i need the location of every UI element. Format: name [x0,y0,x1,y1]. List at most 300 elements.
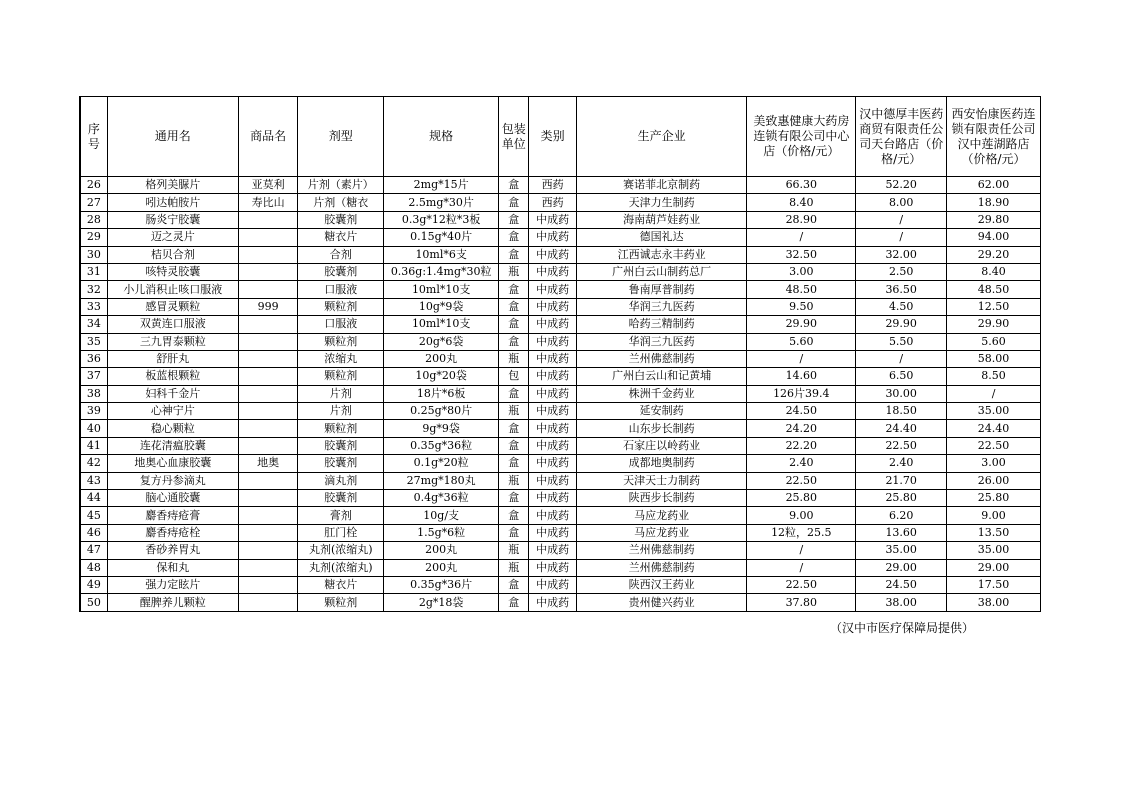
cell-price-store-1: 37.80 [747,594,856,611]
table-row [80,194,1041,211]
cell-package-unit: 盒 [499,298,529,315]
cell-manufacturer: 天津天士力制药 [576,472,747,489]
cell-price-store-2: 29.00 [856,559,947,576]
cell-manufacturer: 哈药三精制药 [576,316,747,333]
cell-price-store-1: 29.90 [747,316,856,333]
col-header-index: 序号 [80,97,107,177]
cell-manufacturer: 赛诺菲北京制药 [576,177,747,194]
table-row [80,246,1041,263]
cell-package-unit: 盒 [499,490,529,507]
cell-index: 41 [80,437,107,454]
col-header-package-unit: 包装单位 [499,97,529,177]
col-header-category: 类别 [529,97,576,177]
cell-price-store-1: 9.50 [747,298,856,315]
table-row [80,298,1041,315]
cell-manufacturer: 兰州佛慈制药 [576,542,747,559]
cell-price-store-3: 18.90 [947,194,1041,211]
cell-generic-name: 板蓝根颗粒 [107,368,238,385]
cell-price-store-2: 25.80 [856,490,947,507]
table-row [80,455,1041,472]
price-table [79,96,1041,612]
col-header-dosage-form: 剂型 [298,97,384,177]
cell-dosage-form: 片剂（糖衣 [298,194,384,211]
cell-price-store-3: 48.50 [947,281,1041,298]
cell-generic-name: 双黄连口服液 [107,316,238,333]
cell-brand-name [238,263,298,280]
cell-price-store-3: 9.00 [947,507,1041,524]
table-row [80,350,1041,367]
cell-dosage-form: 合剂 [298,246,384,263]
cell-category: 中成药 [529,594,576,611]
cell-price-store-2: 32.00 [856,246,947,263]
table-row [80,385,1041,402]
cell-price-store-3: / [947,385,1041,402]
cell-price-store-1: 14.60 [747,368,856,385]
table-row [80,229,1041,246]
cell-index: 43 [80,472,107,489]
cell-specification: 10ml*6支 [384,246,499,263]
cell-category: 中成药 [529,524,576,541]
cell-price-store-1: / [747,559,856,576]
cell-price-store-3: 29.20 [947,246,1041,263]
cell-generic-name: 醒脾养儿颗粒 [107,594,238,611]
cell-brand-name [238,490,298,507]
cell-package-unit: 盒 [499,316,529,333]
cell-generic-name: 脑心通胶囊 [107,490,238,507]
cell-package-unit: 盒 [499,246,529,263]
cell-generic-name: 格列美脲片 [107,177,238,194]
cell-price-store-3: 8.50 [947,368,1041,385]
cell-category: 中成药 [529,559,576,576]
col-header-price-store-3: 西安怡康医药连锁有限责任公司汉中莲湖路店（价格/元） [947,97,1041,177]
cell-price-store-2: 24.40 [856,420,947,437]
cell-price-store-2: 18.50 [856,403,947,420]
cell-price-store-3: 25.80 [947,490,1041,507]
cell-price-store-3: 3.00 [947,455,1041,472]
cell-manufacturer: 马应龙药业 [576,507,747,524]
cell-index: 28 [80,211,107,228]
cell-brand-name [238,316,298,333]
cell-price-store-3: 35.00 [947,403,1041,420]
cell-generic-name: 香砂养胃丸 [107,542,238,559]
cell-specification: 18片*6板 [384,385,499,402]
cell-price-store-2: 8.00 [856,194,947,211]
cell-price-store-2: 38.00 [856,594,947,611]
cell-price-store-3: 22.50 [947,437,1041,454]
cell-category: 中成药 [529,576,576,593]
cell-manufacturer: 广州白云山和记黄埔 [576,368,747,385]
table-row [80,576,1041,593]
cell-package-unit: 包 [499,368,529,385]
col-header-manufacturer: 生产企业 [576,97,747,177]
cell-manufacturer: 延安制药 [576,403,747,420]
cell-brand-name [238,594,298,611]
cell-dosage-form: 滴丸剂 [298,472,384,489]
cell-category: 中成药 [529,385,576,402]
cell-specification: 0.15g*40片 [384,229,499,246]
cell-generic-name: 复方丹参滴丸 [107,472,238,489]
cell-price-store-3: 8.40 [947,263,1041,280]
cell-package-unit: 盒 [499,177,529,194]
cell-brand-name [238,350,298,367]
cell-category: 中成药 [529,316,576,333]
cell-price-store-3: 38.00 [947,594,1041,611]
cell-category: 中成药 [529,455,576,472]
cell-price-store-1: 3.00 [747,263,856,280]
cell-category: 中成药 [529,490,576,507]
cell-dosage-form: 口服液 [298,316,384,333]
cell-price-store-1: / [747,542,856,559]
cell-price-store-1: 66.30 [747,177,856,194]
cell-specification: 0.36g:1.4mg*30粒 [384,263,499,280]
cell-brand-name [238,437,298,454]
cell-manufacturer: 兰州佛慈制药 [576,559,747,576]
cell-specification: 200丸 [384,542,499,559]
cell-index: 39 [80,403,107,420]
col-header-price-store-2: 汉中德厚丰医药商贸有限责任公司天台路店（价格/元） [856,97,947,177]
cell-index: 35 [80,333,107,350]
table-row [80,437,1041,454]
cell-brand-name [238,368,298,385]
table-header-row [80,97,1041,177]
cell-specification: 0.35g*36粒 [384,437,499,454]
cell-price-store-1: 24.20 [747,420,856,437]
cell-dosage-form: 胶囊剂 [298,437,384,454]
cell-price-store-3: 35.00 [947,542,1041,559]
cell-price-store-3: 24.40 [947,420,1041,437]
cell-brand-name [238,524,298,541]
cell-specification: 10g*20袋 [384,368,499,385]
cell-price-store-3: 26.00 [947,472,1041,489]
cell-brand-name [238,403,298,420]
cell-package-unit: 盒 [499,524,529,541]
cell-dosage-form: 颗粒剂 [298,594,384,611]
cell-price-store-2: 30.00 [856,385,947,402]
cell-brand-name: 地奥 [238,455,298,472]
table-row [80,594,1041,611]
cell-brand-name [238,507,298,524]
cell-dosage-form: 颗粒剂 [298,368,384,385]
cell-index: 33 [80,298,107,315]
cell-brand-name [238,281,298,298]
cell-specification: 0.1g*20粒 [384,455,499,472]
cell-specification: 27mg*180丸 [384,472,499,489]
cell-price-store-1: 5.60 [747,333,856,350]
cell-manufacturer: 兰州佛慈制药 [576,350,747,367]
cell-dosage-form: 颗粒剂 [298,333,384,350]
cell-price-store-2: 24.50 [856,576,947,593]
cell-price-store-2: 5.50 [856,333,947,350]
cell-index: 45 [80,507,107,524]
cell-brand-name [238,246,298,263]
cell-index: 34 [80,316,107,333]
table-row [80,507,1041,524]
table-row [80,542,1041,559]
cell-manufacturer: 天津力生制药 [576,194,747,211]
cell-index: 31 [80,263,107,280]
cell-package-unit: 盒 [499,194,529,211]
cell-price-store-3: 62.00 [947,177,1041,194]
cell-price-store-1: 25.80 [747,490,856,507]
cell-dosage-form: 糖衣片 [298,229,384,246]
cell-category: 中成药 [529,368,576,385]
cell-price-store-1: 126片39.4 [747,385,856,402]
cell-brand-name: 999 [238,298,298,315]
col-header-brand-name: 商品名 [238,97,298,177]
cell-index: 40 [80,420,107,437]
cell-price-store-2: 4.50 [856,298,947,315]
cell-price-store-1: 24.50 [747,403,856,420]
source-note: （汉中市医疗保障局提供） [830,621,975,635]
cell-package-unit: 瓶 [499,263,529,280]
cell-price-store-2: 13.60 [856,524,947,541]
table-row [80,403,1041,420]
cell-generic-name: 心神宁片 [107,403,238,420]
cell-generic-name: 麝香痔疮栓 [107,524,238,541]
cell-brand-name [238,559,298,576]
cell-brand-name [238,420,298,437]
cell-price-store-2: / [856,211,947,228]
cell-price-store-1: 22.50 [747,576,856,593]
cell-generic-name: 三九胃泰颗粒 [107,333,238,350]
cell-index: 38 [80,385,107,402]
cell-package-unit: 瓶 [499,472,529,489]
cell-category: 中成药 [529,246,576,263]
cell-package-unit: 盒 [499,437,529,454]
cell-dosage-form: 浓缩丸 [298,350,384,367]
cell-price-store-2: 6.50 [856,368,947,385]
cell-price-store-3: 94.00 [947,229,1041,246]
table-row [80,472,1041,489]
cell-price-store-3: 12.50 [947,298,1041,315]
cell-dosage-form: 胶囊剂 [298,263,384,280]
cell-brand-name [238,211,298,228]
cell-index: 36 [80,350,107,367]
cell-price-store-2: 52.20 [856,177,947,194]
cell-category: 中成药 [529,263,576,280]
cell-generic-name: 吲达帕胺片 [107,194,238,211]
cell-price-store-3: 29.00 [947,559,1041,576]
cell-price-store-3: 58.00 [947,350,1041,367]
cell-category: 中成药 [529,542,576,559]
cell-index: 50 [80,594,107,611]
cell-manufacturer: 马应龙药业 [576,524,747,541]
cell-package-unit: 盒 [499,281,529,298]
cell-generic-name: 桔贝合剂 [107,246,238,263]
cell-index: 37 [80,368,107,385]
cell-specification: 200丸 [384,559,499,576]
cell-category: 中成药 [529,350,576,367]
cell-specification: 10g*9袋 [384,298,499,315]
table-row [80,368,1041,385]
cell-package-unit: 盒 [499,420,529,437]
cell-price-store-2: / [856,350,947,367]
table-row [80,211,1041,228]
cell-index: 47 [80,542,107,559]
cell-generic-name: 强力定眩片 [107,576,238,593]
cell-index: 30 [80,246,107,263]
cell-brand-name [238,229,298,246]
cell-category: 中成药 [529,229,576,246]
cell-price-store-2: 29.90 [856,316,947,333]
cell-index: 26 [80,177,107,194]
cell-generic-name: 肠炎宁胶囊 [107,211,238,228]
cell-package-unit: 盒 [499,576,529,593]
cell-index: 29 [80,229,107,246]
col-header-price-store-1: 美致惠健康大药房连锁有限公司中心店（价格/元） [747,97,856,177]
cell-price-store-1: 12粒，25.5 [747,524,856,541]
cell-package-unit: 盒 [499,333,529,350]
cell-manufacturer: 广州白云山制药总厂 [576,263,747,280]
cell-category: 中成药 [529,420,576,437]
cell-package-unit: 瓶 [499,542,529,559]
cell-dosage-form: 片剂 [298,403,384,420]
col-header-generic-name: 通用名 [107,97,238,177]
cell-specification: 2.5mg*30片 [384,194,499,211]
cell-specification: 20g*6袋 [384,333,499,350]
cell-index: 27 [80,194,107,211]
cell-specification: 10ml*10支 [384,316,499,333]
cell-generic-name: 稳心颗粒 [107,420,238,437]
cell-specification: 9g*9袋 [384,420,499,437]
cell-brand-name [238,576,298,593]
cell-price-store-1: 2.40 [747,455,856,472]
cell-generic-name: 舒肝丸 [107,350,238,367]
cell-manufacturer: 成都地奥制药 [576,455,747,472]
cell-category: 中成药 [529,472,576,489]
cell-price-store-1: 8.40 [747,194,856,211]
cell-index: 42 [80,455,107,472]
cell-generic-name: 麝香痔疮膏 [107,507,238,524]
cell-price-store-3: 13.50 [947,524,1041,541]
cell-package-unit: 瓶 [499,350,529,367]
cell-category: 西药 [529,177,576,194]
cell-manufacturer: 石家庄以岭药业 [576,437,747,454]
table-row [80,316,1041,333]
cell-package-unit: 盒 [499,385,529,402]
cell-brand-name [238,472,298,489]
table-row [80,333,1041,350]
cell-package-unit: 瓶 [499,559,529,576]
cell-category: 中成药 [529,437,576,454]
cell-dosage-form: 胶囊剂 [298,211,384,228]
cell-price-store-1: 9.00 [747,507,856,524]
cell-specification: 0.4g*36粒 [384,490,499,507]
cell-price-store-1: / [747,350,856,367]
cell-category: 中成药 [529,211,576,228]
cell-generic-name: 地奥心血康胶囊 [107,455,238,472]
cell-manufacturer: 华润三九医药 [576,333,747,350]
cell-price-store-1: 22.20 [747,437,856,454]
cell-index: 44 [80,490,107,507]
cell-manufacturer: 德国礼达 [576,229,747,246]
table-row [80,263,1041,280]
cell-package-unit: 盒 [499,211,529,228]
cell-price-store-2: 35.00 [856,542,947,559]
cell-price-store-1: / [747,229,856,246]
cell-package-unit: 盒 [499,594,529,611]
cell-brand-name [238,333,298,350]
cell-specification: 1.5g*6粒 [384,524,499,541]
cell-index: 32 [80,281,107,298]
cell-dosage-form: 糖衣片 [298,576,384,593]
cell-category: 中成药 [529,507,576,524]
cell-specification: 10g/支 [384,507,499,524]
table-row [80,177,1041,194]
cell-category: 中成药 [529,403,576,420]
cell-package-unit: 瓶 [499,403,529,420]
table-row [80,281,1041,298]
cell-generic-name: 咳特灵胶囊 [107,263,238,280]
cell-price-store-1: 48.50 [747,281,856,298]
table-row [80,524,1041,541]
cell-generic-name: 妇科千金片 [107,385,238,402]
cell-generic-name: 感冒灵颗粒 [107,298,238,315]
cell-specification: 0.3g*12粒*3板 [384,211,499,228]
table-row [80,559,1041,576]
cell-specification: 0.25g*80片 [384,403,499,420]
cell-price-store-2: 22.50 [856,437,947,454]
cell-dosage-form: 肛门栓 [298,524,384,541]
cell-manufacturer: 山东步长制药 [576,420,747,437]
table-row [80,490,1041,507]
cell-category: 西药 [529,194,576,211]
cell-specification: 10ml*10支 [384,281,499,298]
cell-price-store-2: 36.50 [856,281,947,298]
cell-index: 49 [80,576,107,593]
cell-price-store-3: 5.60 [947,333,1041,350]
cell-generic-name: 小儿消积止咳口服液 [107,281,238,298]
cell-price-store-2: / [856,229,947,246]
cell-dosage-form: 膏剂 [298,507,384,524]
cell-manufacturer: 鲁南厚普制药 [576,281,747,298]
cell-price-store-1: 22.50 [747,472,856,489]
cell-brand-name [238,542,298,559]
cell-specification: 200丸 [384,350,499,367]
cell-package-unit: 盒 [499,507,529,524]
cell-manufacturer: 株洲千金药业 [576,385,747,402]
cell-manufacturer: 陕西汉王药业 [576,576,747,593]
cell-index: 46 [80,524,107,541]
cell-dosage-form: 胶囊剂 [298,490,384,507]
cell-manufacturer: 江西诚志永丰药业 [576,246,747,263]
cell-price-store-2: 2.50 [856,263,947,280]
cell-price-store-2: 21.70 [856,472,947,489]
cell-manufacturer: 华润三九医药 [576,298,747,315]
cell-specification: 2mg*15片 [384,177,499,194]
cell-package-unit: 盒 [499,229,529,246]
cell-dosage-form: 片剂（素片） [298,177,384,194]
cell-brand-name: 亚莫利 [238,177,298,194]
cell-dosage-form: 颗粒剂 [298,420,384,437]
cell-manufacturer: 陕西步长制药 [576,490,747,507]
cell-specification: 0.35g*36片 [384,576,499,593]
cell-price-store-2: 2.40 [856,455,947,472]
cell-manufacturer: 海南葫芦娃药业 [576,211,747,228]
cell-brand-name: 寿比山 [238,194,298,211]
table-row [80,420,1041,437]
cell-price-store-1: 32.50 [747,246,856,263]
cell-price-store-3: 29.90 [947,316,1041,333]
cell-category: 中成药 [529,333,576,350]
cell-category: 中成药 [529,281,576,298]
cell-dosage-form: 片剂 [298,385,384,402]
cell-dosage-form: 口服液 [298,281,384,298]
cell-price-store-1: 28.90 [747,211,856,228]
cell-price-store-3: 29.80 [947,211,1041,228]
cell-brand-name [238,385,298,402]
cell-generic-name: 保和丸 [107,559,238,576]
